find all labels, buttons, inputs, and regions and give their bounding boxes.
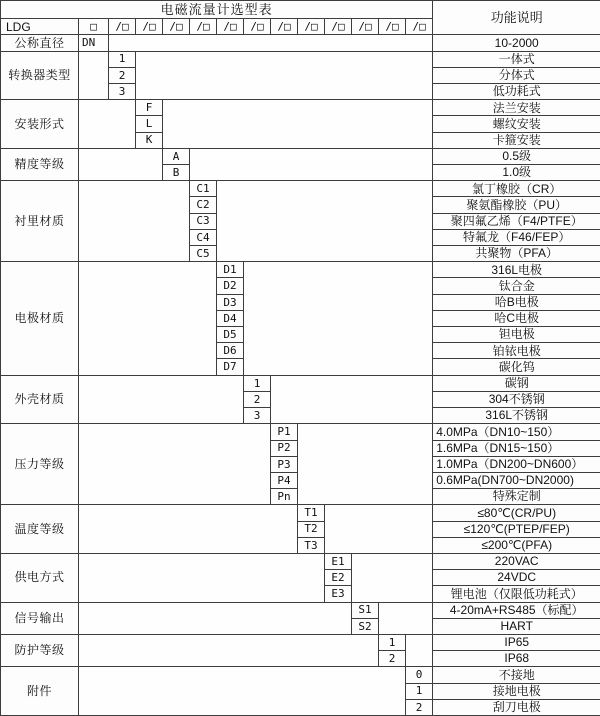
desc-cell: 1.0级 [433,165,600,181]
blank-cell [79,148,163,180]
code-cell: A [163,148,190,164]
desc-cell: 铂铱电极 [433,343,600,359]
desc-cell: 碳钢 [433,375,600,391]
desc-cell: HART [433,618,600,634]
desc-cell: 304不锈钢 [433,391,600,407]
code-cell: S2 [352,618,379,634]
model-first-box: □ [79,19,109,35]
desc-cell: 低功耗式 [433,84,600,100]
code-cell: C4 [190,229,217,245]
code-cell: C2 [190,197,217,213]
table-row [1,667,600,683]
desc-cell: ≤120℃(PTEP/FEP) [433,521,600,537]
blank-cell [79,51,109,100]
desc-cell: 24VDC [433,570,600,586]
category-label: 供电方式 [1,553,79,602]
code-cell: D6 [217,343,244,359]
table-row [1,505,600,521]
table-row [1,51,600,67]
category-label: 信号输出 [1,602,79,634]
blank-cell [79,181,190,262]
category-label: 公称直径 [1,35,79,51]
desc-cell: 0.6MPa(DN700~DN2000) [433,472,600,488]
table-row [1,100,600,116]
desc-cell: 316L电极 [433,262,600,278]
category-label: 转换器类型 [1,51,79,100]
code-cell: 2 [406,699,433,715]
code-cell: D3 [217,294,244,310]
model-slot: /□ [406,19,433,35]
desc-cell: 法兰安装 [433,100,600,116]
code-cell: D4 [217,310,244,326]
category-label: 精度等级 [1,148,79,180]
table-row [1,375,600,391]
code-cell: T3 [298,537,325,553]
code-cell: K [136,132,163,148]
model-slot: /□ [325,19,352,35]
blank-cell [298,424,433,505]
code-cell: E2 [325,570,352,586]
code-cell: D1 [217,262,244,278]
code-cell: 3 [109,84,136,100]
table-row [1,424,600,440]
desc-cell: 220VAC [433,553,600,569]
model-slot: /□ [163,19,190,35]
desc-cell: 分体式 [433,67,600,83]
blank-cell [79,602,352,634]
model-slot: /□ [352,19,379,35]
model-prefix: LDG [1,19,79,35]
desc-cell: 聚氨酯橡胶（PU） [433,197,600,213]
desc-cell: 特氟龙（F46/FEP） [433,229,600,245]
blank-cell [136,51,433,100]
table-row [1,181,600,197]
code-cell: 2 [379,651,406,667]
function-column-header: 功能说明 [433,1,600,35]
desc-cell: 接地电极 [433,683,600,699]
category-label: 压力等级 [1,424,79,505]
desc-cell: 钛合金 [433,278,600,294]
blank-cell [79,634,379,666]
code-cell: B [163,165,190,181]
blank-cell [79,375,244,424]
code-cell: 0 [406,667,433,683]
code-cell: Pn [271,489,298,505]
model-slot: /□ [136,19,163,35]
code-cell: C5 [190,246,217,262]
code-cell: 1 [406,683,433,699]
code-cell: P3 [271,456,298,472]
blank-cell [79,424,271,505]
code-cell: 2 [244,391,271,407]
desc-cell: 卡箍安装 [433,132,600,148]
code-cell: P4 [271,472,298,488]
desc-cell: 316L不锈钢 [433,408,600,424]
table-row [1,553,600,569]
category-label: 安装形式 [1,100,79,149]
desc-cell: 哈C电极 [433,310,600,326]
code-cell: D7 [217,359,244,375]
code-cell: C1 [190,181,217,197]
code-cell: F [136,100,163,116]
code-cell: E1 [325,553,352,569]
blank-cell [109,35,433,51]
code-cell: 1 [379,634,406,650]
desc-cell: 一体式 [433,51,600,67]
desc-cell: 锂电池（仅限低功耗式） [433,586,600,602]
code-cell: 2 [109,67,136,83]
desc-cell: 氯丁橡胶（CR） [433,181,600,197]
category-label: 衬里材质 [1,181,79,262]
table-row [1,148,600,164]
blank-cell [271,375,433,424]
code-cell: 1 [244,375,271,391]
desc-cell: 10-2000 [433,35,600,51]
code-cell: 3 [244,408,271,424]
desc-cell: 4.0MPa（DN10~150） [433,424,600,440]
blank-cell [244,262,433,375]
blank-cell [79,100,136,149]
desc-cell: 不接地 [433,667,600,683]
code-cell: S1 [352,602,379,618]
desc-cell: 0.5级 [433,148,600,164]
code-cell: E3 [325,586,352,602]
code-cell: L [136,116,163,132]
category-label: 温度等级 [1,505,79,554]
desc-cell: 哈B电极 [433,294,600,310]
blank-cell [79,262,217,375]
table-row [1,602,600,618]
category-label: 防护等级 [1,634,79,666]
desc-cell: 螺纹安装 [433,116,600,132]
desc-cell: 1.0MPa（DN200~DN600） [433,456,600,472]
code-cell: P1 [271,424,298,440]
desc-cell: 4-20mA+RS485（标配） [433,602,600,618]
model-slot: /□ [271,19,298,35]
model-slot: /□ [298,19,325,35]
code-cell: 1 [109,51,136,67]
code-cell: D5 [217,327,244,343]
blank-cell [379,602,433,634]
code-cell: C3 [190,213,217,229]
desc-cell: ≤80℃(CR/PU) [433,505,600,521]
desc-cell: 共聚物（PFA） [433,246,600,262]
code-cell: T1 [298,505,325,521]
model-slot: /□ [379,19,406,35]
model-slot: /□ [109,19,136,35]
model-slot: /□ [217,19,244,35]
blank-cell [79,667,406,716]
blank-cell [79,553,325,602]
blank-cell [79,505,298,554]
model-slot: /□ [244,19,271,35]
desc-cell: 聚四氟乙烯（F4/PTFE） [433,213,600,229]
blank-cell [406,634,433,666]
desc-cell: ≤200℃(PFA) [433,537,600,553]
model-slot: /□ [190,19,217,35]
code-cell: P2 [271,440,298,456]
table-title: 电磁流量计选型表 [1,1,433,19]
blank-cell [163,100,433,149]
title-row [1,1,600,19]
category-label: 附件 [1,667,79,716]
desc-cell: IP65 [433,634,600,650]
desc-cell: 1.6MPa（DN15~150） [433,440,600,456]
blank-cell [217,181,433,262]
category-label: 外壳材质 [1,375,79,424]
desc-cell: 碳化钨 [433,359,600,375]
desc-cell: 特殊定制 [433,489,600,505]
blank-cell [352,553,433,602]
table-row [1,262,600,278]
blank-cell [325,505,433,554]
desc-cell: 刮刀电极 [433,699,600,715]
desc-cell: IP68 [433,651,600,667]
blank-cell [190,148,433,180]
desc-cell: 钽电极 [433,327,600,343]
code-cell: D2 [217,278,244,294]
code-cell: DN [79,35,109,51]
code-cell: T2 [298,521,325,537]
table-row [1,634,600,650]
table-row [1,35,600,51]
category-label: 电极材质 [1,262,79,375]
